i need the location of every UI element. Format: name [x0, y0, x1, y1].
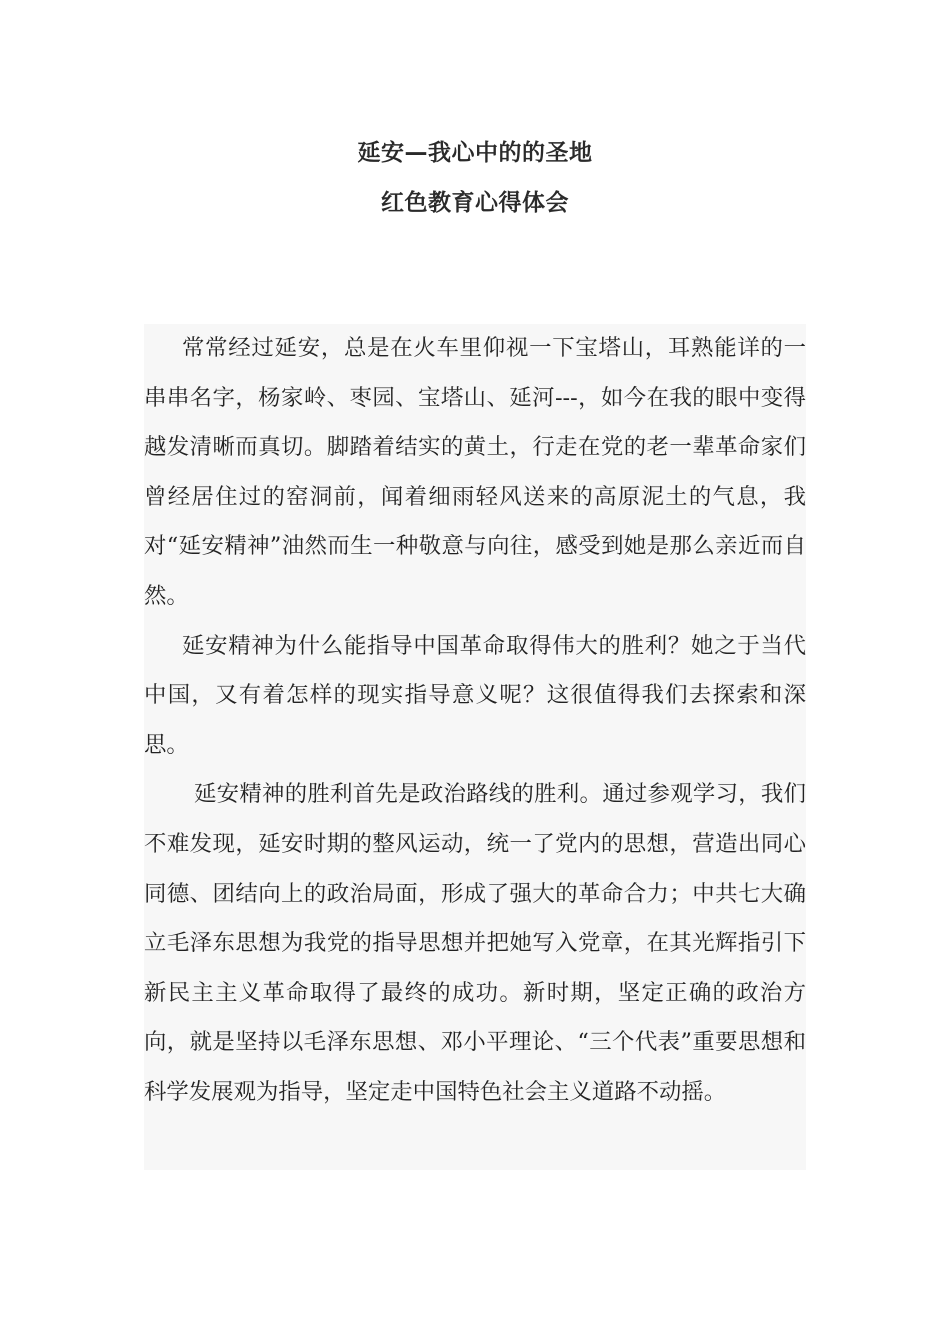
- document-title: 延安—我心中的的圣地: [357, 140, 593, 166]
- document-body: [144, 324, 806, 1170]
- paragraph-2: 延安精神为什么能指导中国革命取得伟大的胜利？她之于当代中国，又有着怎样的现实指导意义呢？这很值得我们去探索和深思。: [144, 632, 806, 758]
- paragraph-1: 常常经过延安，总是在火车里仰视一下宝塔山，耳熟能详的一串串名字，杨家岭、枣园、宝塔山、延河---，如今在我的眼中变得越发清晰而真切。脚踏着结实的黄土，行走在党的老一辈革命家们曾经居住过的窑洞前，闻着细雨轻风送来的高原泥土的气息，我对“延安精神”油然而生一种敬意与向往，感受到她是那么亲近而自然。: [144, 335, 806, 609]
- document-title-block: [0, 128, 950, 228]
- paragraph-3: 延安精神的胜利首先是政治路线的胜利。通过参观学习，我们不难发现，延安时期的整风运动，统一了党内的思想，营造出同心同德、团结向上的政治局面，形成了强大的革命合力；中共七大确立毛泽东思想为我党的指导思想并把她写入党章，在其光辉指引下新民主主义革命取得了最终的成功。新时期，坚定正确的政治方向，就是坚持以毛泽东思想、邓小平理论、“三个代表”重要思想和科学发展观为指导，坚定走中国特色社会主义道路不动摇。: [144, 781, 806, 1105]
- document-subtitle: 红色教育心得体会: [381, 190, 569, 216]
